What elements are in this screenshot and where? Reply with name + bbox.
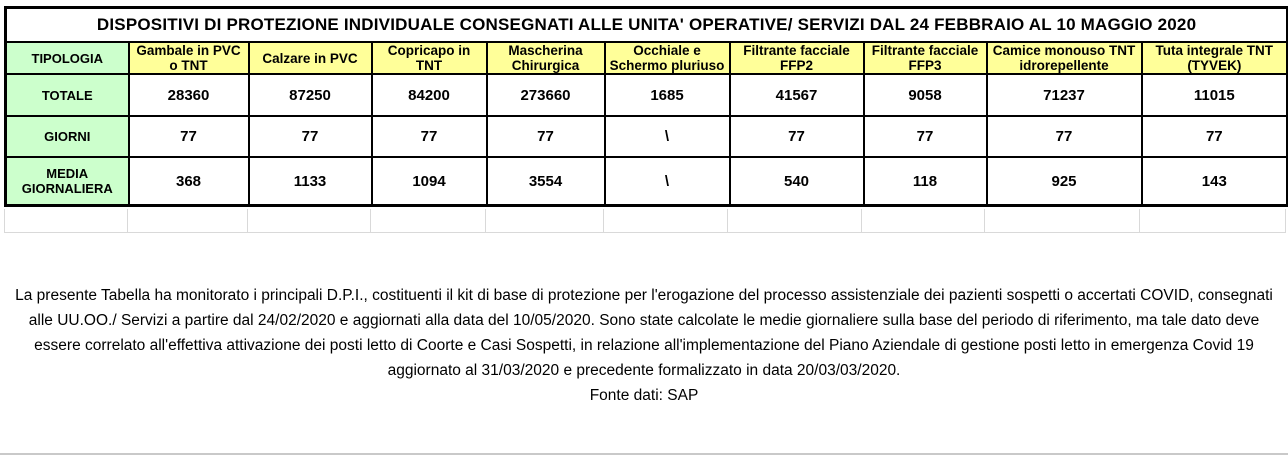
data-cell: 77: [864, 116, 987, 157]
empty-spreadsheet-row: [4, 209, 1286, 233]
data-source-note: Fonte dati: SAP: [589, 387, 699, 404]
data-cell: 77: [730, 116, 864, 157]
data-cell: 77: [249, 116, 372, 157]
empty-cell: [5, 209, 128, 232]
dpi-table: [4, 6, 1288, 207]
row-label-giorni: GIORNI: [6, 116, 129, 157]
column-header-occhiale: Occhiale e Schermo pluriuso: [605, 42, 730, 74]
data-cell: 925: [987, 157, 1142, 206]
column-header-copricapo: Copricapo in TNT: [372, 42, 487, 74]
bottom-border-line: [0, 453, 1288, 455]
data-cell: 540: [730, 157, 864, 206]
footnote-block: [0, 283, 1288, 408]
table-title: DISPOSITIVI DI PROTEZIONE INDIVIDUALE CONSEGNATI ALLE UNITA' OPERATIVE/ SERVIZI DAL 24 FEBBRAIO AL 10 MAGGIO 2020: [6, 8, 1288, 43]
data-cell: 84200: [372, 74, 487, 116]
data-cell: 9058: [864, 74, 987, 116]
title-row: [6, 8, 1288, 43]
column-header-ffp3: Filtrante facciale FFP3: [864, 42, 987, 74]
data-cell: 11015: [1142, 74, 1288, 116]
column-header-camice: Camice monouso TNT idrorepellente: [987, 42, 1142, 74]
empty-cell: [862, 209, 985, 232]
data-cell: 87250: [249, 74, 372, 116]
empty-cell: [128, 209, 248, 232]
data-cell: 1094: [372, 157, 487, 206]
row-label-media-giornaliera: MEDIA GIORNALIERA: [6, 157, 129, 206]
data-cell: 1133: [249, 157, 372, 206]
empty-cell: [1140, 209, 1286, 232]
column-header-tuta: Tuta integrale TNT (TYVEK): [1142, 42, 1288, 74]
data-cell: 77: [129, 116, 249, 157]
empty-cell: [985, 209, 1140, 232]
table-row-totale: [6, 74, 1288, 116]
empty-cell: [248, 209, 371, 232]
column-header-gambale: Gambale in PVC o TNT: [129, 42, 249, 74]
data-cell: \: [605, 157, 730, 206]
data-cell: 41567: [730, 74, 864, 116]
data-cell: 77: [987, 116, 1142, 157]
column-header-mascherina: Mascherina Chirurgica: [487, 42, 605, 74]
corner-header-tipologia: TIPOLOGIA: [6, 42, 129, 74]
data-cell: 77: [372, 116, 487, 157]
data-cell: \: [605, 116, 730, 157]
empty-cell: [486, 209, 604, 232]
data-cell: 77: [1142, 116, 1288, 157]
data-cell: 28360: [129, 74, 249, 116]
data-cell: 273660: [487, 74, 605, 116]
column-header-calzare: Calzare in PVC: [249, 42, 372, 74]
row-label-totale: TOTALE: [6, 74, 129, 116]
footnote-paragraph: La presente Tabella ha monitorato i principali D.P.I., costituenti il kit di base di protezione per l'erogazione del processo assistenziale dei pazienti sospetti o accertati COVID, consegnati alle UU.OO./ Servizi a partire dal 24/02/2020 e aggiornati alla data del 10/05/2020. Sono state calcolate le medie giornaliere sulla base del periodo di riferimento, ma tale dato deve essere correlato all'effettiva attivazione dei posti letto di Coorte e Casi Sospetti, in relazione all'implementazione del Piano Aziendale di gestione posti letto in emergenza Covid 19 aggiornato al 31/03/2020 e precedente formalizzato in data 20/03/03/2020.: [15, 287, 1273, 379]
column-header-ffp2: Filtrante facciale FFP2: [730, 42, 864, 74]
data-cell: 71237: [987, 74, 1142, 116]
empty-cell: [728, 209, 862, 232]
empty-cell: [371, 209, 486, 232]
table-row-media-giornaliera: [6, 157, 1288, 206]
table-row-giorni: [6, 116, 1288, 157]
data-cell: 118: [864, 157, 987, 206]
data-cell: 368: [129, 157, 249, 206]
data-cell: 143: [1142, 157, 1288, 206]
empty-cell: [604, 209, 729, 232]
data-cell: 1685: [605, 74, 730, 116]
data-cell: 77: [487, 116, 605, 157]
column-header-row: [6, 42, 1288, 74]
data-cell: 3554: [487, 157, 605, 206]
